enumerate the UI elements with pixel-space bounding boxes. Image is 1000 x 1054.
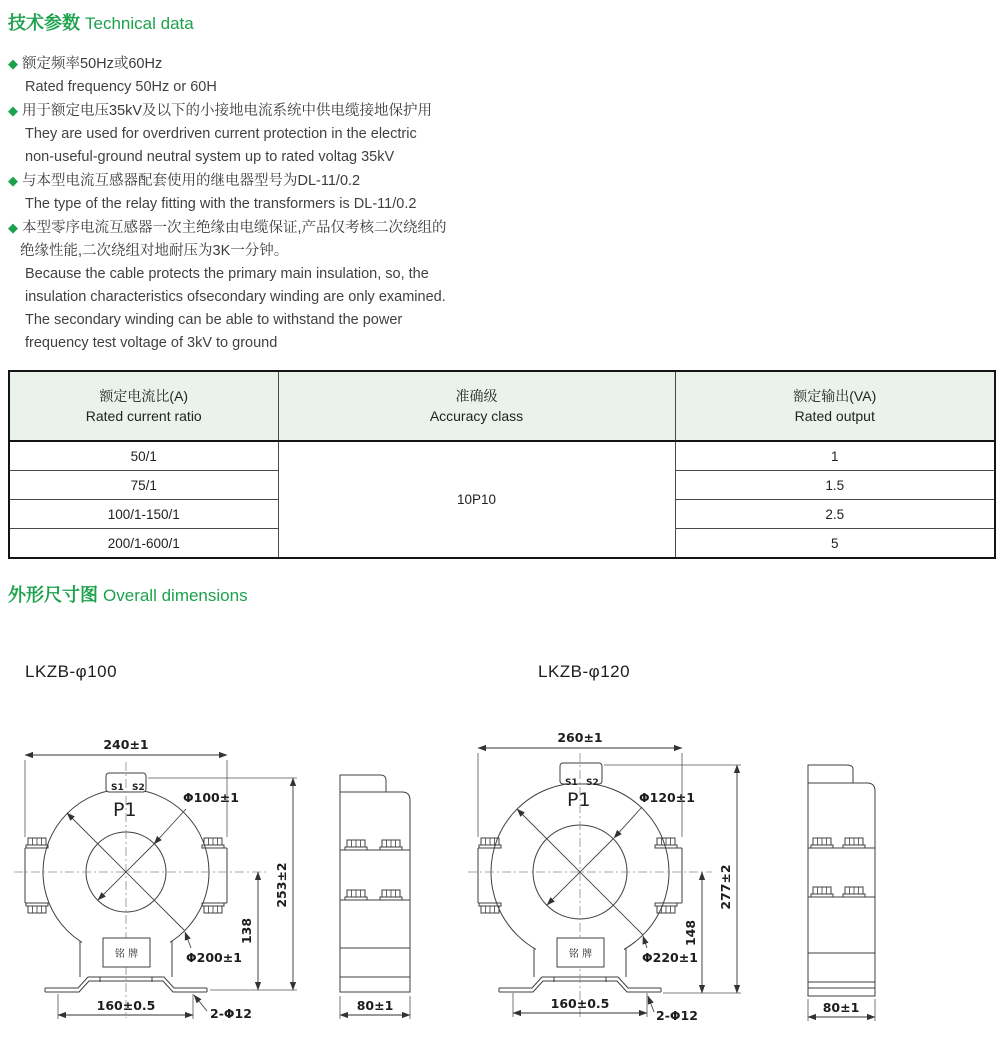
note-text-en: frequency test voltage of 3kV to ground (25, 335, 278, 351)
header-zh: 额定电流比(A) (99, 388, 189, 404)
table-row (9, 441, 995, 471)
note-text-en: Because the cable protects the primary main insulation, so, the (25, 266, 429, 282)
dimension-drawings (0, 705, 1000, 1054)
diamond-bullet-icon: ◆ (8, 56, 18, 71)
table-header-row (9, 371, 995, 441)
note-text-en: The type of the relay fitting with the transformers is DL-11/0.2 (25, 196, 417, 212)
bolt-icon (479, 903, 501, 913)
header-rated-current-ratio (9, 371, 278, 441)
terminal-s2-label: S2 (586, 778, 599, 788)
outer-diameter-label: Φ220±1 (642, 950, 698, 965)
output-cell: 5 (675, 529, 995, 559)
note-text-en: non-useful-ground neutral system up to rated voltag 35kV (25, 149, 395, 165)
mounting-holes-label: 2-Φ12 (210, 1006, 252, 1021)
note-text: 与本型电流互感器配套使用的继电器型号为DL-11/0.2 (22, 173, 361, 189)
note-text: 绝缘性能,二次绕组对地耐压为3K一分钟。 (20, 243, 289, 259)
depth-dimension: 80±1 (822, 1000, 860, 1015)
bolt-icon (26, 838, 48, 848)
bolt-icon (655, 903, 677, 913)
diamond-bullet-icon: ◆ (8, 173, 18, 188)
list-item (8, 52, 528, 76)
center-height-dimension: 148 (683, 919, 698, 947)
ratio-cell: 75/1 (9, 471, 278, 500)
terminal-s1-label: S1 (565, 778, 578, 788)
foot-span-dimension: 160±0.5 (96, 998, 156, 1013)
bolt-icon (26, 903, 48, 913)
height-dimension: 253±2 (274, 862, 289, 908)
foot-span-dimension: 160±0.5 (550, 996, 610, 1011)
bolt-icon (811, 838, 833, 848)
note-text: 用于额定电压35kV及以下的小接地电流系统中供电缆接地保护用 (22, 103, 433, 119)
model-label-lkzb-100: LKZB-φ100 (25, 662, 118, 681)
diamond-bullet-icon: ◆ (8, 220, 18, 235)
diamond-bullet-icon: ◆ (8, 103, 18, 118)
nameplate-label: 铭 牌 (568, 949, 593, 960)
bolt-icon (380, 840, 402, 850)
p1-label: P1 (567, 789, 591, 811)
inner-diameter-label: Φ100±1 (183, 790, 239, 805)
note-text-en: They are used for overdriven current protection in the electric (25, 126, 417, 142)
width-dimension: 260±1 (557, 730, 603, 745)
model-label-lkzb-120: LKZB-φ120 (538, 662, 631, 681)
header-zh: 额定输出(VA) (793, 388, 877, 404)
bolt-icon (811, 887, 833, 897)
header-en: Rated current ratio (85, 408, 202, 424)
output-cell: 1 (675, 441, 995, 471)
section-title-en: Overall dimensions (103, 586, 248, 605)
note-text: 额定频率50Hz或60Hz (22, 56, 163, 72)
header-accuracy-class (278, 371, 675, 441)
bolt-icon (479, 838, 501, 848)
header-zh: 准确级 (455, 388, 498, 404)
center-height-dimension: 138 (239, 917, 254, 945)
note-text-en: insulation characteristics ofsecondary winding are only examined. (25, 289, 446, 305)
bolt-icon (843, 838, 865, 848)
output-cell: 1.5 (675, 471, 995, 500)
inner-diameter-label: Φ120±1 (639, 790, 695, 805)
section-title-en: Technical data (85, 14, 194, 33)
output-cell: 2.5 (675, 500, 995, 529)
height-dimension: 277±2 (718, 864, 733, 910)
note-text-en: Rated frequency 50Hz or 60H (25, 79, 217, 95)
bolt-icon (380, 890, 402, 900)
nameplate-label: 铭 牌 (114, 949, 139, 960)
list-item (8, 169, 528, 193)
note-text: 本型零序电流互感器一次主绝缘由电缆保证,产品仅考核二次绕组的 (22, 220, 447, 236)
front-view-lkzb-120 (468, 730, 741, 1023)
section-title-overall-dimensions (8, 584, 248, 607)
bolt-icon (655, 838, 677, 848)
ratio-cell: 50/1 (9, 441, 278, 471)
side-view-lkzb-120 (808, 765, 875, 1021)
front-view-lkzb-100 (14, 737, 297, 1021)
terminal-s2-label: S2 (132, 783, 145, 793)
outer-diameter-label: Φ200±1 (186, 950, 242, 965)
mounting-holes-label: 2-Φ12 (656, 1008, 698, 1023)
bolt-icon (345, 890, 367, 900)
accuracy-class-cell: 10P10 (278, 441, 675, 558)
section-title-zh: 技术参数 (8, 13, 80, 33)
ratio-cell: 200/1-600/1 (9, 529, 278, 559)
header-en: Rated output (794, 408, 875, 424)
ratings-table (8, 370, 996, 559)
side-view-lkzb-100 (340, 775, 410, 1019)
terminal-s1-label: S1 (111, 783, 124, 793)
bolt-icon (843, 887, 865, 897)
list-item (8, 99, 528, 123)
technical-notes-list (8, 52, 528, 355)
bolt-icon (202, 903, 224, 913)
section-title-zh: 外形尺寸图 (8, 585, 98, 605)
bolt-icon (345, 840, 367, 850)
header-rated-output (675, 371, 995, 441)
list-item (8, 216, 528, 240)
p1-label: P1 (113, 799, 137, 821)
section-title-technical-data (8, 12, 194, 35)
side-profile (808, 783, 875, 996)
header-en: Accuracy class (429, 408, 524, 424)
width-dimension: 240±1 (103, 737, 149, 752)
ratio-cell: 100/1-150/1 (9, 500, 278, 529)
depth-dimension: 80±1 (356, 998, 394, 1013)
note-text-en: The secondary winding can be able to withstand the power (25, 312, 403, 328)
